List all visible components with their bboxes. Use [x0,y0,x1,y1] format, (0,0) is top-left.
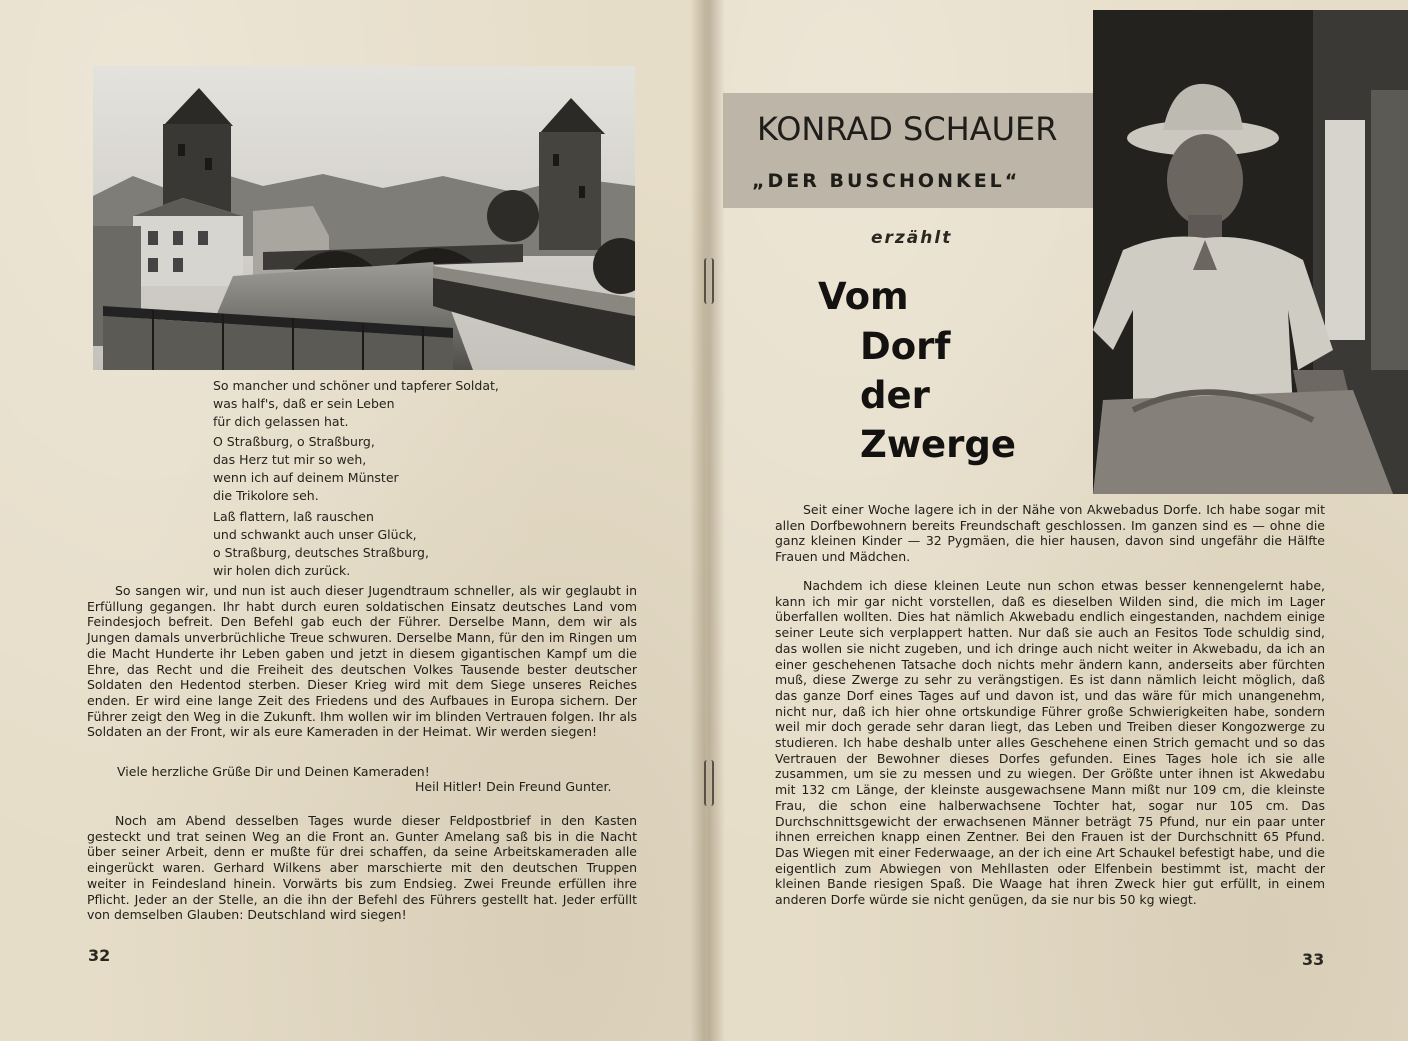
page-number-right: 33 [1302,950,1325,969]
story-title-line: Vom [818,275,909,318]
poem-line: was half's, daß er sein Leben [213,396,395,411]
narrative-body: Noch am Abend desselben Tages wurde dieser Feldpostbrief in den Kasten gesteckt und trat seinen Weg an die Front an. Gunter Amelang saß bis in die Nacht über seiner Arbeit, denn er mußte für drei schaffen, da seine Arbeitskameraden alle eingerückt waren. Gerhard Wilkens aber marschierte mit den deutschen Truppen weiter in Feindesland hinein. Vorwärts bis zum Endsieg. Zwei Freunde erfüllen ihre Pflicht. Jeder an der Stelle, an die ihn der Befehl des Führers gestellt hat. Jeder erfüllt von demselben Glauben: Deutschland wird siegen! [87,813,637,923]
poem-line: Laß flattern, laß rauschen [213,509,374,524]
story-body: Nachdem ich diese kleinen Leute nun schon etwas besser kennengelernt habe, kann ich mir gar nicht vorstellen, daß es dieselben Wilden sind, die mich im Lager überfallen wollten. Dies hat nämlich Akwebadu endlich eingestanden, nachdem einige seiner Leute sich verplappert hatten. Nur daß sie auch an Fesitos Tode schuldig sind, das wollen sie nicht zugeben, und ich dringe auch nicht weiter in Akwebadu, da ich an einer geschehenen Tatsache doch nichts mehr ändern kann, anderseits aber fürchten muß, diese Zwerge zu sehr zu verängstigen. Es ist dann nämlich leicht möglich, daß das ganze Dorf eines Tages auf und davon ist, und das wäre für mich unangenehm, nicht nur, daß ich hier ohne ortskundige Führer große Schwierigkeiten habe, sondern weil mir doch gerade sehr daran liegt, das Leben und Treiben dieser Kongozwerge zu studieren. Ich habe deshalb unter alles Geschehene einen Strich gemacht und so das Vertrauen der Bewohner dieses Dorfes gefunden. Eines Tages hole ich sie alle zusammen, um sie zu messen und zu wiegen. Der Größte unter ihnen ist Akwedabu mit 132 cm Länge, der kleinste ausgewachsene Mann mißt nur 109 cm, die kleinste Frau, die schon eine halberwachsene Tochter hat, sogar nur 105 cm. Das Durchschnittsgewicht der erwachsenen Männer beträgt 75 Pfund, nur ein paar unter ihnen erreichen knapp einen Zentner. Bei den Frauen ist der Durchschnitt 65 Pfund. Das Wiegen mit einer Federwaage, an der ich eine Art Schaukel befestigt habe, und die eigentlich zum Abwiegen von Mehllasten oder Elfenbein bestimmt ist, macht der kleinen Bande riesigen Spaß. Die Waage hat ihren Zweck hier gut erfüllt, in einem anderen Dorfe würde sie nicht genügen, da sie nur bis 50 kg wiegt. [775,578,1325,908]
poem-line: das Herz tut mir so weh, [213,452,367,467]
poem-stanza-3 [213,508,633,580]
binding-staple [704,760,714,806]
story-paragraph-1 [775,502,1325,565]
author-name: KONRAD SCHAUER [757,110,1058,148]
letter-greeting: Viele herzliche Grüße Dir und Deinen Kameraden! [117,764,430,779]
story-paragraph-2 [775,578,1325,908]
poem-line: und schwankt auch unser Glück, [213,527,417,542]
poem-line: O Straßburg, o Straßburg, [213,434,375,449]
letter-body: So sangen wir, und nun ist auch dieser Jugendtraum schneller, als wir geglaubt in Erfüllung gegangen. Ihr habt durch euren soldatischen Einsatz deutsches Land vom Feindesjoch befreit. Den Befehl gab euch der Führer. Derselbe Mann, dem wir als Jungen damals unverbrüchliche Treue schwuren. Derselbe Mann, für den im Ringen um die Macht Hunderte ihr Leben gaben und jetzt in diesem gigantischen Kampf um die Ehre, das Recht und die Freiheit des deutschen Volkes Tausende bester deutscher Soldaten den Hedentod sterben. Dieser Krieg wird mit dem Siege unseres Reiches enden. Er wird eine lange Zeit des Friedens und des Aufbaues in Europa sichern. Der Führer zeigt den Weg in die Zukunft. Ihm wollen wir im blinden Vertrauen folgen. Ihr als Soldaten an der Front, wir als eure Kameraden in der Heimat. Wir werden siegen! [87,583,637,740]
letter-paragraph [87,583,637,740]
strasbourg-photo [93,66,635,370]
poem-line: wir holen dich zurück. [213,563,351,578]
story-title-line: Zwerge [860,423,1016,466]
poem-line: die Trikolore seh. [213,488,319,503]
book-gutter [690,0,725,1041]
portrait-photo [1093,10,1408,494]
poem-line: So mancher und schöner und tapferer Soldat, [213,378,499,393]
page-number-left: 32 [88,946,111,965]
poem-stanza-2 [213,433,633,505]
story-title-line: Dorf [860,325,951,368]
narrative-paragraph [87,813,637,923]
story-title-line: der [860,374,930,417]
poem-stanza-1 [213,377,633,431]
tells-label: erzählt [871,228,953,248]
strasbourg-photo-illustration [93,66,635,370]
poem-line: o Straßburg, deutsches Straßburg, [213,545,429,560]
author-nickname: „DER BUSCHONKEL“ [752,170,1021,192]
story-body: Seit einer Woche lagere ich in der Nähe von Akwebadus Dorfe. Ich habe sogar mit allen Dorfbewohnern bereits Freundschaft geschlossen. Im ganzen sind es — ohne die ganz kleinen Kinder — 32 Pygmäen, die hier hausen, davon sind ungefähr die Hälfte Frauen und Mädchen. [775,502,1325,565]
portrait-illustration [1093,10,1408,494]
poem-line: wenn ich auf deinem Münster [213,470,399,485]
poem-line: für dich gelassen hat. [213,414,349,429]
binding-staple [704,258,714,304]
letter-signature: Heil Hitler! Dein Freund Gunter. [415,779,612,794]
